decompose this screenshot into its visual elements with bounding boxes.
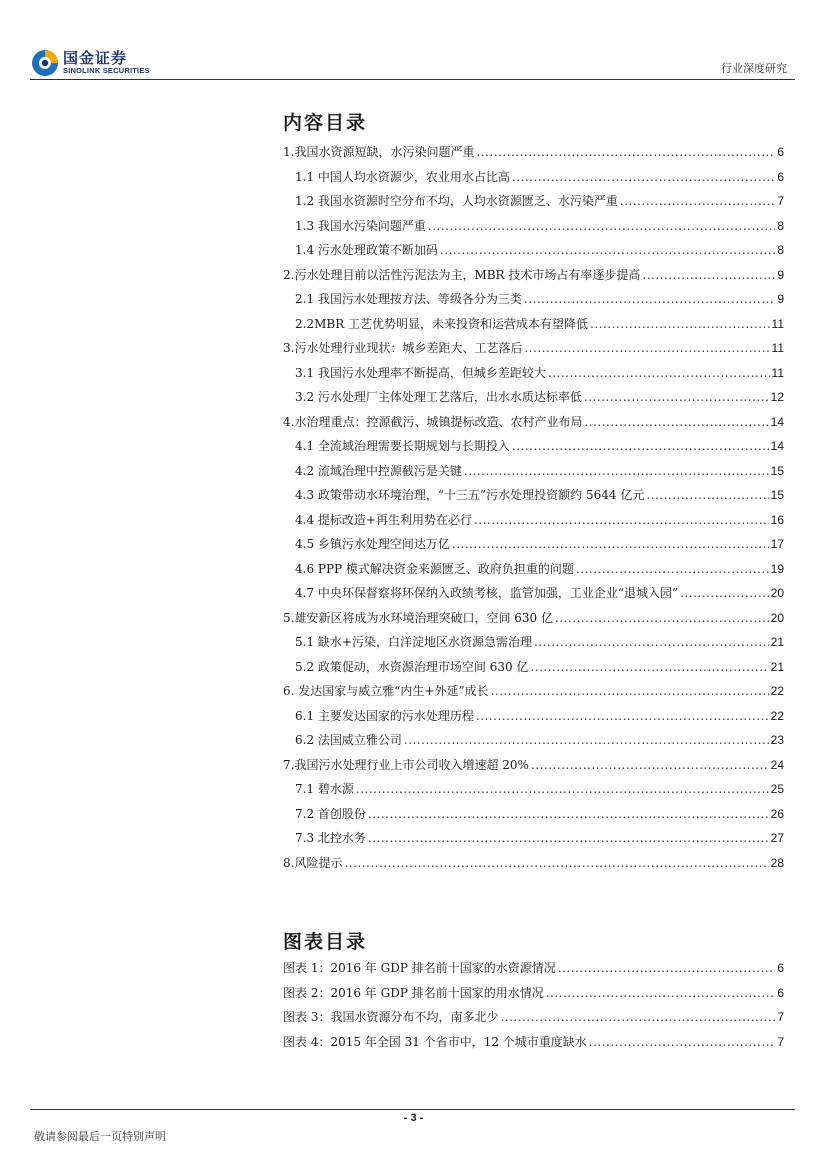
contents-entry[interactable] <box>283 756 784 781</box>
contents-entry-page: 9 <box>777 292 784 306</box>
contents-entry[interactable] <box>283 633 784 658</box>
contents-entry[interactable] <box>283 290 784 315</box>
contents-entry[interactable] <box>283 217 784 242</box>
sinolink-logo-icon <box>30 48 60 78</box>
contents-entry-page: 25 <box>770 782 784 796</box>
dot-leader <box>512 439 769 453</box>
contents-entry[interactable] <box>283 584 784 609</box>
contents-entry-title: 1.我国水资源短缺，水污染问题严重 <box>283 145 475 159</box>
contents-entry-title: 6.1 主要发达国家的污水处理历程 <box>295 708 474 723</box>
dot-leader <box>548 366 770 380</box>
dot-leader <box>428 219 775 233</box>
contents-entry[interactable] <box>283 241 784 266</box>
contents-entry-title: 1.3 我国水污染问题严重 <box>295 218 426 233</box>
contents-entry-page: 17 <box>770 537 784 551</box>
contents-entry-title: 4.水治理重点：控源截污、城镇提标改造、农村产业布局 <box>283 414 583 429</box>
contents-list <box>283 143 784 878</box>
contents-entry-title: 1.4 污水处理政策不断加码 <box>295 243 438 257</box>
contents-entry[interactable] <box>283 535 784 560</box>
dot-leader <box>530 660 768 674</box>
dot-leader <box>555 611 769 625</box>
contents-entry-page: 26 <box>770 806 784 821</box>
dot-leader <box>368 807 769 821</box>
dot-leader <box>531 758 769 772</box>
figures-entry-page: 7 <box>777 1010 784 1024</box>
contents-entry-page: 11 <box>771 365 784 380</box>
figures-entry[interactable] <box>283 1033 784 1058</box>
contents-entry-page: 6 <box>777 145 784 159</box>
contents-entry-page: 24 <box>770 757 784 772</box>
dot-leader <box>476 709 769 723</box>
contents-entry-page: 7 <box>777 194 784 208</box>
figures-list <box>283 959 784 1057</box>
contents-entry[interactable] <box>283 192 784 217</box>
contents-entry[interactable] <box>283 780 784 805</box>
contents-entry-page: 15 <box>770 488 784 502</box>
contents-entry-page: 27 <box>770 831 784 845</box>
figures-entry-title: 图表 1：2016 年 GDP 排名前十国家的水资源情况 <box>283 961 556 975</box>
footer-divider <box>30 1109 795 1110</box>
contents-entry[interactable] <box>283 805 784 830</box>
contents-entry-page: 23 <box>770 733 784 747</box>
dot-leader <box>524 341 769 355</box>
contents-entry[interactable] <box>283 731 784 756</box>
dot-leader <box>590 317 769 331</box>
dot-leader <box>440 243 775 257</box>
contents-entry[interactable] <box>283 829 784 854</box>
contents-entry-title: 2.污水处理目前以活性污泥法为主，MBR 技术市场占有率逐步提高 <box>283 267 641 282</box>
contents-entry[interactable] <box>283 658 784 683</box>
dot-leader <box>584 415 768 429</box>
contents-entry-page: 20 <box>770 610 784 625</box>
contents-entry[interactable] <box>283 413 784 438</box>
contents-entry-page: 11 <box>771 316 784 331</box>
figures-entry-page: 6 <box>777 985 784 1000</box>
company-logo <box>30 46 170 78</box>
contents-entry-title: 4.5 乡镇污水处理空间达万亿 <box>295 537 450 551</box>
figures-entry[interactable] <box>283 984 784 1009</box>
contents-entry[interactable] <box>283 486 784 511</box>
contents-entry-page: 16 <box>770 512 784 527</box>
contents-entry-title: 6.2 法国威立雅公司 <box>295 733 402 747</box>
figures-entry-page: 7 <box>777 1034 784 1049</box>
dot-leader <box>404 733 769 747</box>
contents-entry-title: 2.1 我国污水处理按方法、等级各分为三类 <box>295 292 522 306</box>
contents-entry-page: 28 <box>770 855 784 870</box>
contents-entry-title: 6. 发达国家与威立雅“内生+外延”成长 <box>283 684 489 698</box>
contents-entry-title: 4.2 流域治理中控源截污是关键 <box>295 463 462 478</box>
contents-entry-title: 4.1 全流域治理需要长期规划与长期投入 <box>295 439 510 453</box>
contents-entry-page: 21 <box>770 635 784 649</box>
contents-entry-page: 14 <box>770 414 784 429</box>
contents-entry[interactable] <box>283 339 784 364</box>
disclaimer: 敬请参阅最后一页特别声明 <box>34 1130 166 1143</box>
contents-entry-title: 1.2 我国水资源时空分布不均，人均水资源匮乏、水污染严重 <box>295 194 618 208</box>
contents-entry-page: 14 <box>770 439 784 453</box>
contents-title: 内容目录 <box>283 112 368 134</box>
contents-entry-title: 7.2 首创股份 <box>295 806 366 821</box>
contents-entry-page: 6 <box>777 169 784 184</box>
contents-entry-title: 3.污水处理行业现状：城乡差距大、工艺落后 <box>283 341 523 355</box>
dot-leader <box>680 586 768 600</box>
contents-entry[interactable] <box>283 315 784 340</box>
contents-entry[interactable] <box>283 609 784 634</box>
dot-leader <box>356 782 769 796</box>
contents-entry-title: 5.2 政策促动，水资源治理市场空间 630 亿 <box>295 659 529 674</box>
dot-leader <box>558 961 776 975</box>
contents-entry-title: 4.6 PPP 模式解决资金来源匮乏、政府负担重的问题 <box>295 561 574 576</box>
dot-leader <box>620 194 775 208</box>
contents-entry-title: 5.雄安新区将成为水环境治理突破口，空间 630 亿 <box>283 610 553 625</box>
figures-entry[interactable] <box>283 1008 784 1033</box>
contents-entry-page: 22 <box>770 708 784 723</box>
contents-entry-page: 8 <box>777 243 784 257</box>
dot-leader <box>476 145 775 159</box>
dot-leader <box>474 513 769 527</box>
contents-entry[interactable] <box>283 682 784 707</box>
contents-entry[interactable] <box>283 462 784 487</box>
figures-entry-title: 图表 3：我国水资源分布不均，南多北少 <box>283 1010 499 1024</box>
dot-leader <box>368 831 769 845</box>
contents-entry[interactable] <box>283 707 784 732</box>
dot-leader <box>576 562 769 576</box>
dot-leader <box>464 464 769 478</box>
contents-entry-page: 22 <box>770 684 784 698</box>
figures-title: 图表目录 <box>283 931 368 953</box>
figures-entry-page: 6 <box>777 961 784 975</box>
contents-entry-page: 8 <box>777 218 784 233</box>
contents-entry[interactable] <box>283 388 784 413</box>
contents-entry-page: 12 <box>770 390 784 404</box>
dot-leader <box>524 292 775 306</box>
contents-entry-page: 20 <box>770 586 784 600</box>
page-header <box>0 0 827 80</box>
dot-leader <box>589 1035 776 1049</box>
contents-entry[interactable] <box>283 168 784 193</box>
contents-entry-title: 2.2MBR 工艺优势明显，未来投资和运营成本有望降低 <box>295 316 589 331</box>
contents-entry-page: 15 <box>770 463 784 478</box>
contents-entry[interactable] <box>283 560 784 585</box>
contents-entry-title: 5.1 缺水+污染，白洋淀地区水资源急需治理 <box>295 635 532 649</box>
header-divider <box>30 79 795 80</box>
contents-entry-title: 7.我国污水处理行业上市公司收入增速超 20% <box>283 757 529 772</box>
contents-entry-title: 8.风险提示 <box>283 855 343 870</box>
dot-leader <box>512 170 775 184</box>
logo-english-name: SINOLINK SECURITIES <box>63 66 150 75</box>
dot-leader <box>452 537 769 551</box>
contents-entry-title: 7.3 北控水务 <box>295 831 366 845</box>
contents-entry-page: 11 <box>771 341 784 355</box>
contents-entry[interactable] <box>283 266 784 291</box>
contents-entry-title: 3.1 我国污水处理率不断提高，但城乡差距较大 <box>295 365 546 380</box>
contents-entry-title: 4.4 提标改造+再生利用势在必行 <box>295 512 472 527</box>
contents-entry-title: 1.1 中国人均水资源少，农业用水占比高 <box>295 169 510 184</box>
dot-leader <box>584 390 769 404</box>
logo-chinese-name: 国金证券 <box>63 49 128 67</box>
figures-entry-title: 图表 2：2016 年 GDP 排名前十国家的用水情况 <box>283 985 544 1000</box>
dot-leader <box>642 268 775 282</box>
page-number: - 3 - <box>403 1112 424 1124</box>
contents-entry[interactable] <box>283 437 784 462</box>
contents-entry-title: 7.1 碧水源 <box>295 782 354 796</box>
contents-entry-title: 4.3 政策带动水环境治理，“十三五”污水处理投资额约 5644 亿元 <box>295 488 645 502</box>
contents-entry-title: 4.7 中央环保督察将环保纳入政绩考核，监管加强，工业企业“退城入园” <box>295 586 679 600</box>
contents-entry-title: 3.2 污水处理厂主体处理工艺落后，出水水质达标率低 <box>295 390 582 404</box>
contents-entry[interactable] <box>283 854 784 879</box>
dot-leader <box>500 1010 775 1024</box>
contents-entry-page: 9 <box>777 267 784 282</box>
dot-leader <box>344 856 768 870</box>
figures-entry-title: 图表 4：2015 年全国 31 个省市中，12 个城市重度缺水 <box>283 1034 587 1049</box>
contents-entry[interactable] <box>283 511 784 536</box>
contents-entry[interactable] <box>283 364 784 389</box>
dot-leader <box>534 635 769 649</box>
dot-leader <box>491 684 769 698</box>
dot-leader <box>646 488 768 502</box>
contents-entry-page: 19 <box>770 561 784 576</box>
figures-entry[interactable] <box>283 959 784 984</box>
contents-entry-page: 21 <box>770 659 784 674</box>
contents-entry[interactable] <box>283 143 784 168</box>
dot-leader <box>546 986 776 1000</box>
report-type: 行业深度研究 <box>721 62 787 75</box>
